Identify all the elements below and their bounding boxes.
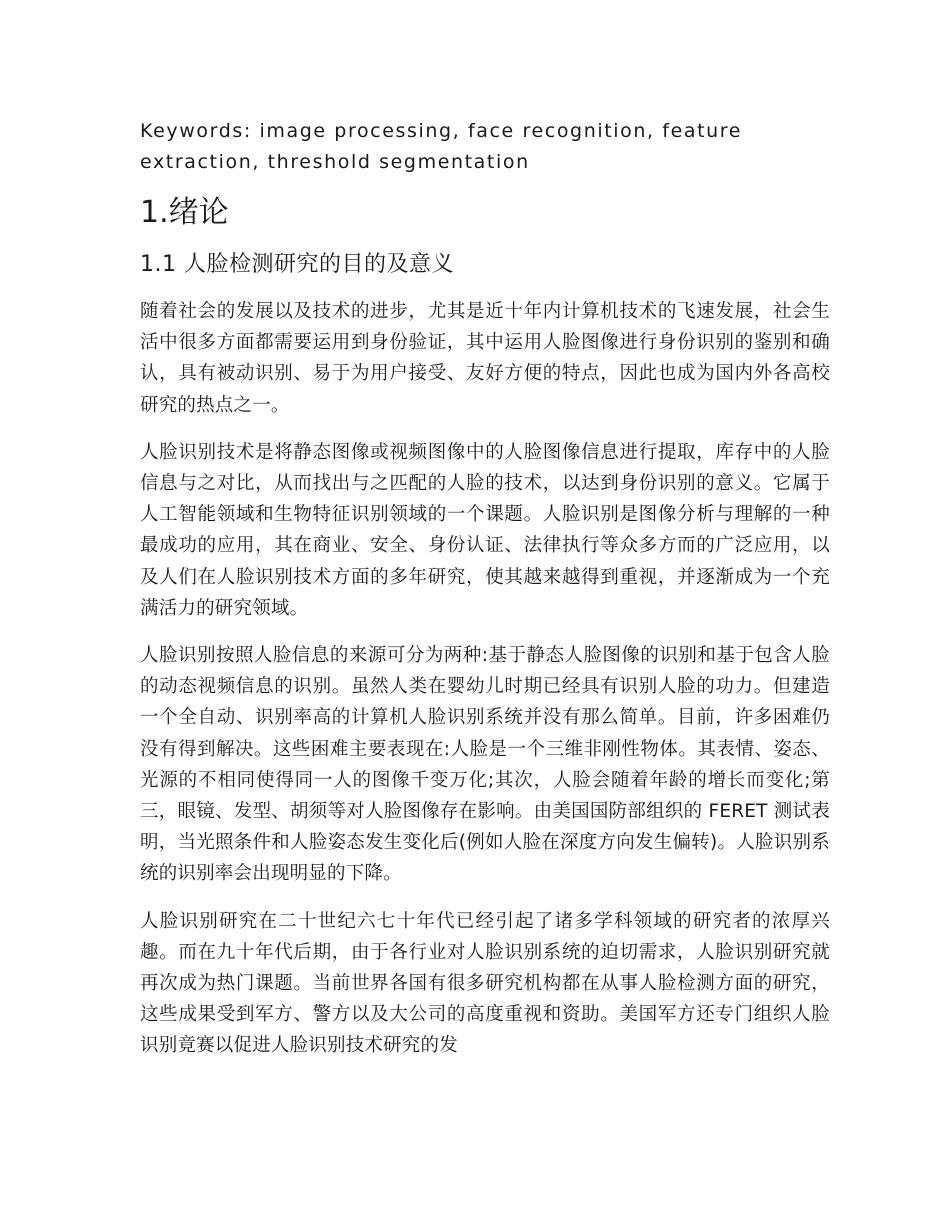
- paragraph-2: 人脸识别技术是将静态图像或视频图像中的人脸图像信息进行提取，库存中的人脸信息与之对比，从而找出与之匹配的人脸的技术，以达到身份识别的意义。它属于人工智能领域和生物特征识别领域的一个课题。人脸识别是图像分析与理解的一种最成功的应用，其在商业、安全、身份认证、法律执行等众多方而的广泛应用，以及人们在人脸识别技术方面的多年研究，使其越来越得到重视，并逐渐成为一个充满活力的研究领域。: [140, 441, 830, 619]
- paragraph-1: 随着社会的发展以及技术的进步，尤其是近十年内计算机技术的飞速发展，社会生活中很多方面都需要运用到身份验证，其中运用人脸图像进行身份识别的鉴别和确认，具有被动识别、易于为用户接受、友好方便的特点，因此也成为国内外各高校研究的热点之一。: [140, 301, 830, 416]
- document-page: [140, 116, 830, 1078]
- section-heading: 1.1 人脸检测研究的目的及意义: [140, 252, 454, 277]
- paragraph-4: 人脸识别研究在二十世纪六七十年代已经引起了诸多学科领域的研究者的浓厚兴趣。而在九十年代后期，由于各行业对人脸识别系统的迫切需求，人脸识别研究就再次成为热门课题。当前世界各国有很多研究机构都在从事人脸检测方面的研究，这些成果受到军方、警方以及大公司的高度重视和资助。美国军方还专门组织人脸识别竟赛以促进人脸识别技术研究的发: [140, 910, 830, 1057]
- keywords-line: Keywords: image processing, face recognition, feature extraction, threshold segmentation: [140, 120, 743, 173]
- chapter-heading: 1.绪论: [140, 195, 229, 230]
- paragraph-3: 人脸识别按照人脸信息的来源可分为两种:基于静态人脸图像的识别和基于包含人脸的动态视频信息的识别。虽然人类在婴幼儿时期已经具有识别人脸的功力。但建造一个全自动、识别率高的计算机人脸识别系统并没有那么简单。目前，许多困难仍没有得到解决。这些困难主要表现在:人脸是一个三维非刚性物体。其表情、姿态、光源的不相同使得同一人的图像千变万化;其次，人脸会随着年龄的增长而变化;第三，眼镜、发型、胡须等对人脸图像存在影响。由美国国防部组织的 FERET 测试表明，当光照条件和人脸姿态发生变化后(例如人脸在深度方向发生偏转)。人脸识别系统的识别率会出现明显的下降。: [140, 645, 830, 885]
